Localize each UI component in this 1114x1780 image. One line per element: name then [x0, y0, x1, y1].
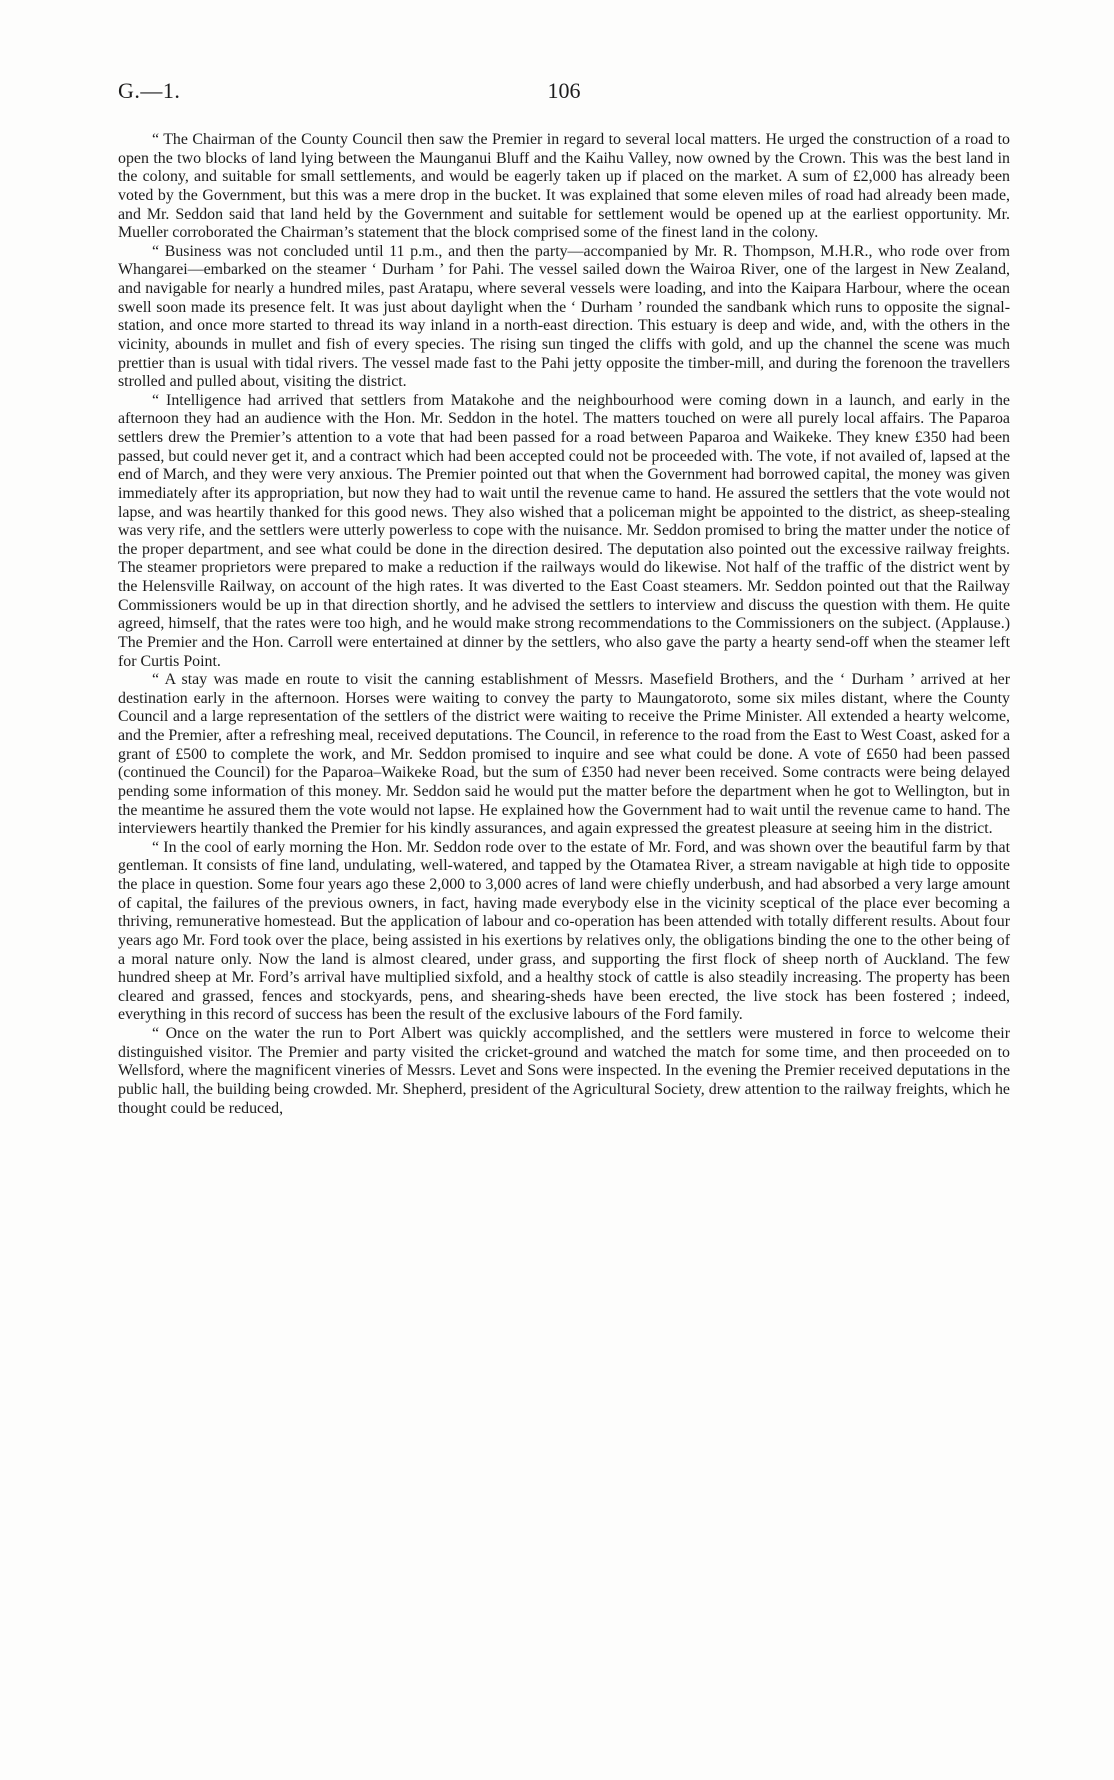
- paragraph-port-albert: “ Once on the water the run to Port Albert was quickly accomplished, and the settlers were mustered in force to welcome their distinguished visitor. The Premier and party visited the cricket-ground and watched the match for some time, and then proceeded on to Wellsford, where the magnificent vineries of Messrs. Levet and Sons were inspected. In the evening the Premier received deputations in the public hall, the building being crowded. Mr. Shepherd, president of the Agricultural Society, drew attention to the railway freights, which he thought could be reduced,: [118, 1025, 1010, 1117]
- body-text: [118, 131, 1010, 1118]
- document-reference: G.—1.: [118, 78, 181, 103]
- paragraph-county-council: “ The Chairman of the County Council then saw the Premier in regard to several local matters. He urged the construction of a road to open the two blocks of land lying between the Maunganui Bluff and the Kaihu Valley, now owned by the Crown. This was the best land in the colony, and suitable for small settlements, and would be eagerly taken up if placed on the market. A sum of £2,000 has already been voted by the Government, but this was a mere drop in the bucket. It was explained that some eleven miles of road had already been made, and Mr. Seddon said that land held by the Government and suitable for settlement would be opened up at the earliest opportunity. Mr. Mueller corroborated the Chairman’s statement that the block comprised some of the finest land in the colony.: [118, 131, 1010, 242]
- page-header: [118, 78, 1010, 108]
- paragraph-ford-estate: “ In the cool of early morning the Hon. Mr. Seddon rode over to the estate of Mr. Ford, and was shown over the beautiful farm by that gentleman. It consists of fine land, undulating, well-watered, and tapped by the Otamatea River, a stream navigable at high tide to opposite the place in question. Some four years ago these 2,000 to 3,000 acres of land were chiefly underbush, and had absorbed a very large amount of capital, the failures of the previous owners, in fact, having made everybody else in the vicinity sceptical of the place ever becoming a thriving, remunerative homestead. But the application of labour and co-operation has been attended with totally different results. About four years ago Mr. Ford took over the place, being assisted in his exertions by relatives only, the obligations binding the one to the other being of a moral nature only. Now the land is almost cleared, under grass, and supporting the first flock of sheep north of Auckland. The few hundred sheep at Mr. Ford’s arrival have multiplied sixfold, and a healthy stock of cattle is also steadily increasing. The property has been cleared and grassed, fences and stockyards, pens, and shearing-sheds have been erected, the live stock has been fostered ; indeed, everything in this record of success has been the result of the exclusive labours of the Ford family.: [118, 838, 1010, 1024]
- paragraph-maungatoroto: “ A stay was made en route to visit the canning establishment of Messrs. Masefield Brothers, and the ‘ Durham ’ arrived at her destination early in the afternoon. Horses were waiting to convey the party to Maungatoroto, some six miles distant, where the County Council and a large representation of the settlers of the district were waiting to receive the Prime Minister. All extended a hearty welcome, and the Premier, after a refreshing meal, received deputations. The Council, in reference to the road from the East to West Coast, asked for a grant of £500 to complete the work, and Mr. Seddon promised to inquire and see what could be done. A vote of £650 had been passed (continued the Council) for the Paparoa–Waikeke Road, but the sum of £350 had never been received. Some contracts were being delayed pending some information of this money. Mr. Seddon said he would put the matter before the department when he got to Wellington, but in the meantime he assured them the vote would not lapse. He explained how the Government had to wait until the revenue came to hand. The interviewers heartily thanked the Premier for his kindly assurances, and again expressed the greatest pleasure at seeing him in the district.: [118, 671, 1010, 838]
- paragraph-pahi-deputation: “ Intelligence had arrived that settlers from Matakohe and the neighbourhood were coming down in a launch, and early in the afternoon they had an audience with the Hon. Mr. Seddon in the hotel. The matters touched on were all purely local affairs. The Paparoa settlers drew the Premier’s attention to a vote that had been passed for a road between Paparoa and Waikeke. They knew £350 had been passed, but could never get it, and a contract which had been accepted could not be proceeded with. The vote, if not availed of, lapsed at the end of March, and they were very anxious. The Premier pointed out that when the Government had borrowed capital, the money was given immediately after its appropriation, but now they had to wait until the revenue came to hand. He assured the settlers that the vote would not lapse, and was heartily thanked for this good news. They also wished that a policeman might be appointed to the district, as sheep-stealing was very rife, and the settlers were utterly powerless to cope with the nuisance. Mr. Seddon promised to bring the matter under the notice of the proper department, and see what could be done in the direction desired. The deputation also pointed out the excessive railway freights. The steamer proprietors were prepared to make a reduction if the railways would do likewise. Not half of the traffic of the district went by the Helensville Railway, on account of the high rates. It was diverted to the East Coast steamers. Mr. Seddon pointed out that the Railway Commissioners would be up in that direction shortly, and he advised the settlers to interview and discuss the question with them. He quite agreed, himself, that the rates were too high, and he would make strong recommendations to the Commissioners on the subject. (Applause.) The Premier and the Hon. Carroll were entertained at dinner by the settlers, who also gave the party a hearty send-off when the steamer left for Curtis Point.: [118, 391, 1010, 670]
- paragraph-wairoa-river: “ Business was not concluded until 11 p.m., and then the party—accompanied by Mr. R. Thompson, M.H.R., who rode over from Whangarei—embarked on the steamer ‘ Durham ’ for Pahi. The vessel sailed down the Wairoa River, one of the largest in New Zealand, and navigable for nearly a hundred miles, past Aratapu, where several vessels were loading, and into the Kaipara Harbour, where the ocean swell soon made its presence felt. It was just about daylight when the ‘ Durham ’ rounded the sandbank which runs to opposite the signal-station, and once more started to thread its way inland in a north-east direction. This estuary is deep and wide, and, with the others in the vicinity, abounds in mullet and fish of every species. The rising sun tinged the cliffs with gold, and up the channel the scene was much prettier than is usual with tidal rivers. The vessel made fast to the Pahi jetty opposite the timber-mill, and during the forenoon the travellers strolled and pulled about, visiting the district.: [118, 242, 1010, 391]
- page-number: 106: [547, 78, 581, 103]
